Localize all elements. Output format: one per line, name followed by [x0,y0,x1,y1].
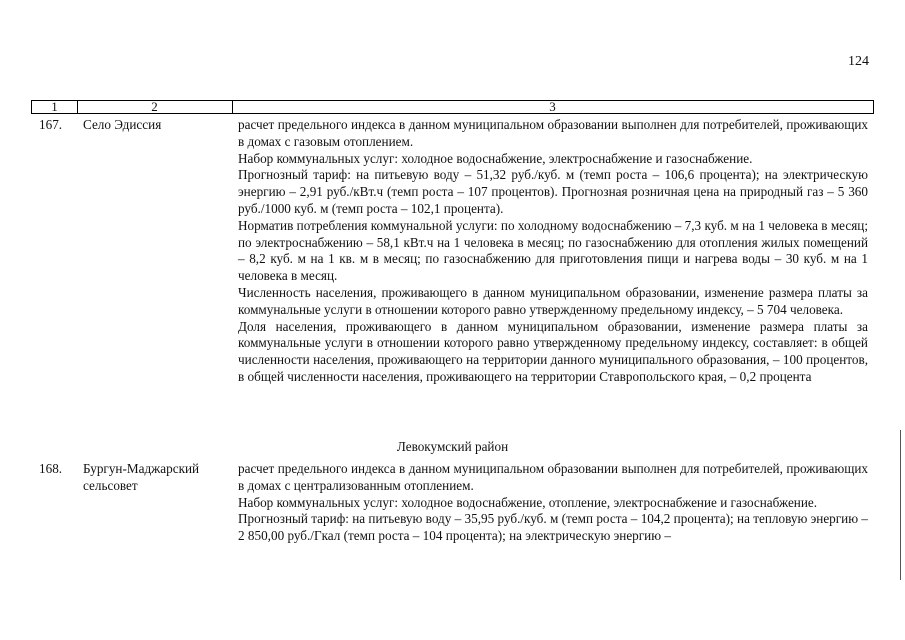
table-header-col3: 3 [549,99,556,114]
municipality-name: Бургун-Маджарский сельсовет [83,461,200,493]
description-paragraph: Численность населения, проживающего в данном муниципальном образовании, изменение размера платы за коммунальные услуги в отношении которого равно утвержденному предельному индексу, – 5 704 человека. [238,284,868,317]
description-paragraph: Прогнозный тариф: на питьевую воду – 35,95 руб./куб. м (темп роста – 104,2 процента); на тепловую энергию – 2 850,00 руб./Гкал (темп роста – 104 процента); на электрическую энергию – [238,511,868,544]
description-paragraph: расчет предельного индекса в данном муниципальном образовании выполнен для потребителей, проживающих в домах с газовым отоплением. [238,117,868,149]
page-number: 124 [848,54,869,69]
description-paragraph: Доля населения, проживающего в данном муниципальном образовании, изменение размера платы за коммунальные услуги в отношении которого равно утвержденному предельному индексу, составляет: в общей численности населения, проживающего на территории данного муниципального образования, – 100 процентов, в общей численности населения, проживающего на территории Ставропольского края, – 0,2 процента [238,318,868,384]
description-paragraph: Норматив потребления коммунальной услуги: по холодному водоснабжению – 7,3 куб. м на 1 человека в месяц; по электроснабжению – 58,1 кВт.ч на 1 человека в месяц; по газоснабжению для отопления жилых помещений – 8,2 куб. м на 1 кв. м в месяц; по газоснабжению для приготовления пищи и нагрева воды – 30 куб. м на 1 человека в месяц. [238,217,868,284]
scan-edge-line [900,430,901,580]
description-paragraph: расчет предельного индекса в данном муниципальном образовании выполнен для потребителей, проживающих в домах с централизованным отоплением. [238,461,868,493]
district-heading: Левокумский район [396,439,509,454]
row-description [238,461,868,545]
table-header-row [31,100,874,114]
description-paragraph: Набор коммунальных услуг: холодное водоснабжение, электроснабжение и газоснабжение. [238,150,753,166]
description-paragraph: Прогнозный тариф: на питьевую воду – 51,32 руб./куб. м (темп роста – 106,6 процента); на электрическую энергию – 2,91 руб./кВт.ч (темп роста – 107 процентов). Прогнозная розничная цена на природный газ – 5 360 руб./1000 куб. м (темп роста – 102,1 процента). [238,167,868,216]
table-header-col2: 2 [77,101,233,113]
table-header-col1: 1 [32,101,78,113]
municipality-name: Село Эдиссия [83,117,162,132]
row-number: 167. [39,117,63,132]
description-paragraph: Набор коммунальных услуг: холодное водоснабжение, отопление, электроснабжение и газоснабжение. [238,494,818,510]
row-description [238,117,868,386]
row-number: 168. [39,461,63,476]
